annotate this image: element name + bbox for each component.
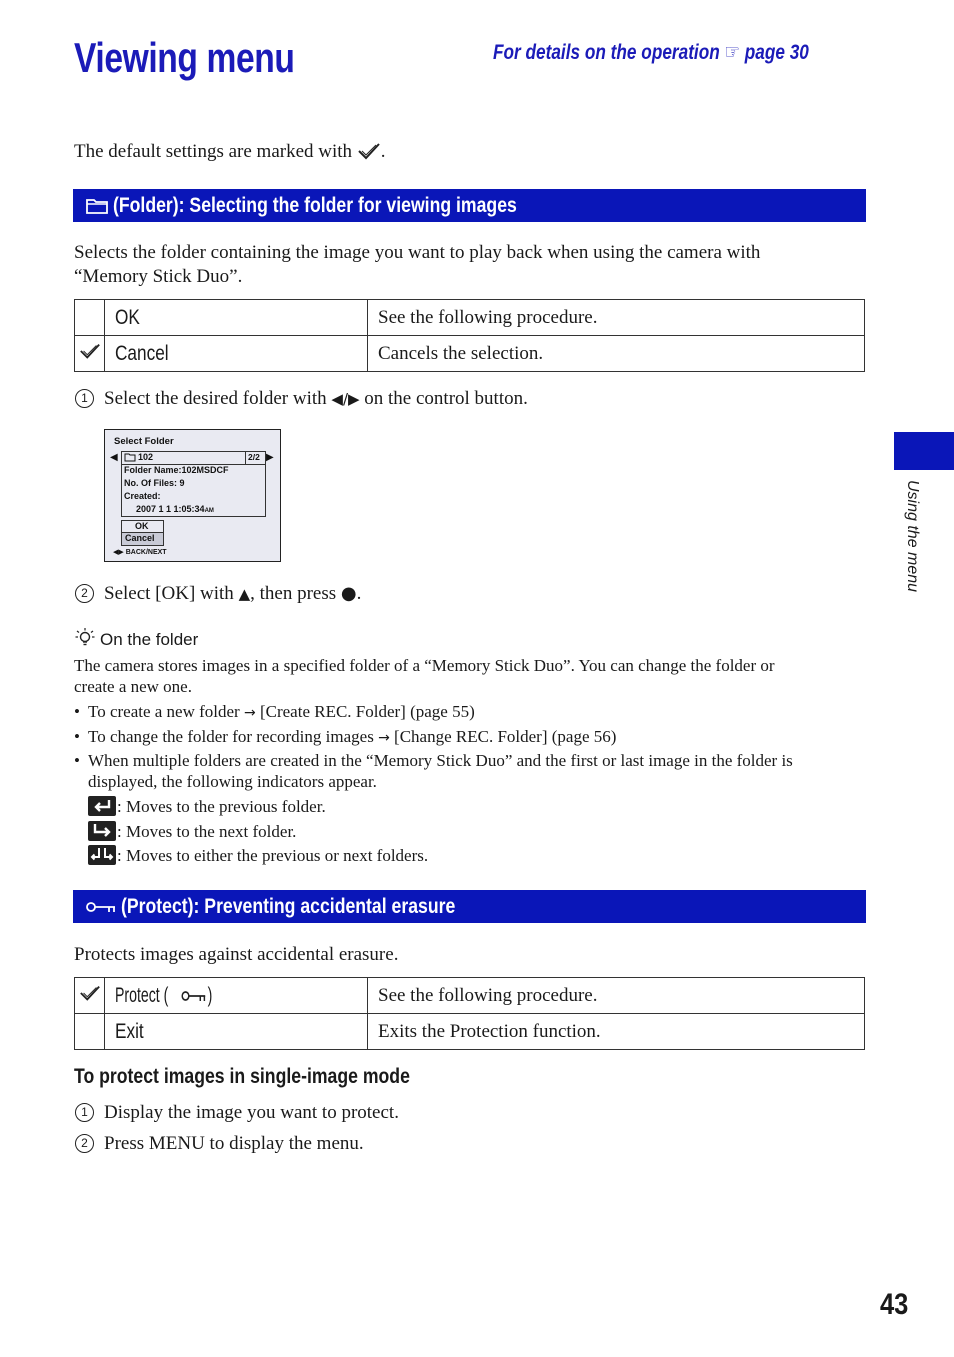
- lcd-ampm: AM: [204, 508, 214, 514]
- option-ok-label: OK: [115, 305, 140, 329]
- protect-section-header: [73, 890, 866, 923]
- lcd-ok-button: OK: [135, 521, 149, 531]
- tip-heading: [74, 627, 198, 650]
- up-arrow-icon: ▲: [238, 585, 251, 603]
- table-row: [75, 1014, 865, 1050]
- tip-body-line1: The camera stores images in a specified folder of a “Memory Stick Duo”. You can change the folder or: [74, 656, 775, 675]
- bullet-text: To change the folder for recording images: [88, 727, 374, 746]
- step-number: 2: [75, 1134, 94, 1153]
- bullet-text-line2: displayed, the following indicators appear.: [88, 772, 377, 791]
- step-number: 2: [75, 584, 94, 603]
- lcd-left-arrow-icon: ◀: [110, 452, 118, 463]
- bullet-marker: •: [74, 702, 80, 721]
- tip-body: [74, 655, 775, 697]
- lcd-page: 2/2: [248, 452, 260, 462]
- table-row: [75, 978, 865, 1014]
- option-name: [105, 300, 368, 336]
- lcd-nav-arrows-icon: ◀▶: [113, 549, 126, 556]
- section-tab-label: Using the menu: [904, 480, 921, 593]
- section-tab: [894, 432, 954, 470]
- protect-options-table: [74, 977, 865, 1050]
- protect-key-icon: [180, 989, 208, 1003]
- step-text: Select [OK] with: [104, 583, 234, 604]
- lcd-folder-number: 102: [138, 452, 154, 462]
- folder-step-2: [104, 582, 361, 606]
- lcd-right-arrow-icon: ▶: [266, 452, 274, 463]
- default-marker-cell: [75, 1014, 105, 1050]
- tip-body-line2: create a new one.: [74, 677, 192, 696]
- indicator-text: : Moves to the next folder.: [117, 822, 297, 841]
- list-item: [88, 701, 475, 724]
- folder-options-table: [74, 299, 865, 372]
- lcd-folder-icon: [124, 453, 136, 462]
- option-description: Cancels the selection.: [368, 336, 865, 372]
- default-settings-suffix: .: [380, 141, 386, 162]
- protect-key-icon: [85, 900, 117, 914]
- list-item: [88, 750, 793, 792]
- option-protect-label: [115, 984, 214, 1008]
- page-number: 43: [880, 1288, 909, 1321]
- folder-section-header: [73, 189, 866, 222]
- default-settings-text: The default settings are marked with: [74, 141, 353, 162]
- folder-section-title: (Folder): Selecting the folder for viewing images: [113, 193, 517, 217]
- folder-description: [74, 241, 760, 289]
- table-row: [75, 300, 865, 336]
- default-marker-cell: [75, 300, 105, 336]
- bullet-text-line1: When multiple folders are created in the “Memory Stick Duo” and the first or last image in the folder is: [88, 751, 793, 770]
- indicator-text: : Moves to the previous folder.: [117, 797, 326, 816]
- table-row: [75, 336, 865, 372]
- lcd-date-value: 2007 1 1 1:05:34: [136, 504, 205, 514]
- checkmark-icon: [79, 342, 101, 360]
- operation-reference: For details on the operation ☞ page 30: [493, 41, 809, 64]
- default-settings-note: [74, 140, 386, 164]
- protect-subheading: To protect images in single-image mode: [74, 1065, 410, 1088]
- center-button-icon: ●: [340, 583, 357, 604]
- bullet-text: [Create REC. Folder] (page 55): [259, 702, 475, 721]
- select-folder-screen: [104, 429, 281, 562]
- right-arrow-icon: →: [243, 705, 256, 721]
- protect-description: Protects images against accidental erasure.: [74, 944, 399, 965]
- lcd-folder-name: Folder Name:102MSDCF: [124, 465, 229, 475]
- page-title: Viewing menu: [74, 34, 295, 81]
- protect-section-title: (Protect): Preventing accidental erasure: [121, 894, 456, 918]
- option-protect-suffix: ): [207, 983, 213, 1007]
- bullet-text: [Change REC. Folder] (page 56): [394, 727, 617, 746]
- lcd-date: [136, 504, 214, 514]
- tip-title: On the folder: [100, 630, 199, 649]
- protect-step-1: Display the image you want to protect.: [104, 1102, 399, 1123]
- right-arrow-icon: →: [378, 730, 390, 746]
- lcd-nav-hint: [113, 548, 167, 556]
- folder-icon: [85, 197, 109, 215]
- option-name: [105, 978, 368, 1014]
- bullet-marker: •: [74, 751, 80, 770]
- folder-step-1: [104, 387, 528, 411]
- step-number: 1: [75, 389, 94, 408]
- option-name: [105, 336, 368, 372]
- lcd-num-files: No. Of Files: 9: [124, 478, 185, 488]
- checkmark-icon: [79, 984, 101, 1002]
- protect-step-2: Press MENU to display the menu.: [104, 1133, 364, 1154]
- bullet-marker: •: [74, 727, 80, 746]
- option-description: See the following procedure.: [368, 978, 865, 1014]
- previous-folder-icon: [88, 796, 116, 816]
- lcd-cancel-button: Cancel: [125, 533, 155, 543]
- step-text: .: [356, 583, 362, 604]
- folder-description-line1: Selects the folder containing the image you want to play back when using the camera with: [74, 242, 761, 263]
- prev-next-folder-icon: [88, 845, 116, 865]
- bullet-text: To create a new folder: [88, 702, 240, 721]
- option-name: [105, 1014, 368, 1050]
- step-text: on the control button.: [364, 388, 528, 409]
- lightbulb-icon: [74, 627, 96, 649]
- list-item: [88, 726, 616, 749]
- lcd-created: Created:: [124, 491, 161, 501]
- lcd-title: Select Folder: [114, 436, 174, 447]
- checkmark-icon: [357, 142, 381, 160]
- option-exit-label: Exit: [115, 1019, 144, 1043]
- step-number: 1: [75, 1103, 94, 1122]
- indicator-text: : Moves to either the previous or next folders.: [117, 846, 429, 865]
- left-right-arrows-icon: ◀/▶: [331, 390, 360, 408]
- option-description: See the following procedure.: [368, 300, 865, 336]
- option-protect-text: Protect (: [115, 983, 169, 1007]
- step-text: , then press: [250, 583, 337, 604]
- step-text: Select the desired folder with: [104, 388, 327, 409]
- lcd-nav-label: BACK/NEXT: [125, 549, 167, 556]
- default-marker-cell: [75, 336, 105, 372]
- option-cancel-label: Cancel: [115, 341, 169, 365]
- default-marker-cell: [75, 978, 105, 1014]
- option-description: Exits the Protection function.: [368, 1014, 865, 1050]
- folder-description-line2: “Memory Stick Duo”.: [74, 266, 243, 287]
- next-folder-icon: [88, 821, 116, 841]
